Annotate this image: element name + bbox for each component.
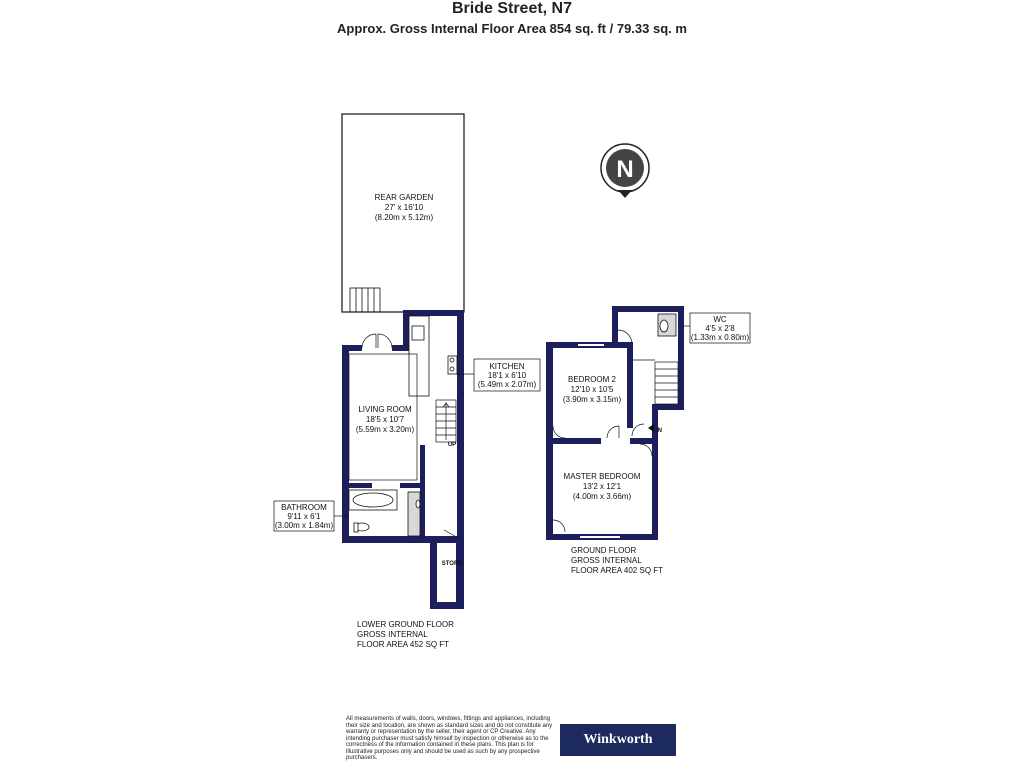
living-room-name: LIVING ROOM [358,405,412,414]
disclaimer-text: All measurements of walls, doors, windows, fittings and appliances, including their size and location, are shown as standard sizes and do not constitute any warranty or representation by the seller, their agent or CP Creative. Any intending purchaser must satisfy himself by inspection or otherwise as to the correctness of the information contained in these plans. This plan is for illustrative purposes only and should be used as such by any prospective purchasers. [346,716,553,761]
wc-fittings [658,314,676,336]
room-label-kitchen [457,359,540,391]
lower-ground-floor-area [357,620,454,649]
bathroom-imperial: 9'11 x 6'1 [287,512,321,521]
page-title: Bride Street, N7 [451,0,573,17]
rear-garden-metric: (8.20m x 5.12m) [374,213,434,222]
wc-metric: (1.33m x 0.80m) [690,333,750,342]
living-room-imperial: 18'5 x 10'7 [365,415,405,424]
ground-floor-stairs [633,360,678,404]
winkworth-logo: Winkworth [560,724,676,756]
ground-line1: GROUND FLOOR [571,546,637,555]
kitchen-imperial: 18'1 x 6'10 [487,371,527,380]
wc-imperial: 4'5 x 2'8 [705,324,735,333]
master-bedroom-imperial: 13'2 x 12'1 [582,482,622,491]
bathroom-fittings [349,490,420,536]
ground-floor-area [571,546,663,575]
lower-ground-line2: GROSS INTERNAL [357,630,428,639]
room-label-bedroom-2 [563,375,622,404]
bedroom-2-imperial: 12'10 x 10'5 [570,385,614,394]
kitchen-units [409,316,457,396]
ground-line2: GROSS INTERNAL [571,556,642,565]
store-label: STORE [441,561,463,567]
compass-icon [601,144,649,198]
lower-ground-floor-plan [342,114,464,609]
in-marker: IN [656,428,662,434]
ground-line3: FLOOR AREA 402 SQ FT [571,566,664,575]
entrance-arrow-icon [648,424,654,432]
room-label-wc [684,313,750,343]
page-subtitle: Approx. Gross Internal Floor Area 854 sq. ft / 79.33 sq. m [337,21,687,36]
master-bedroom-name: MASTER BEDROOM [563,472,641,481]
room-label-living-room [356,405,415,434]
kitchen-metric: (5.49m x 2.07m) [477,380,537,389]
rear-garden-name: REAR GARDEN [374,193,434,202]
wc-name: WC [713,315,727,324]
ground-floor-walls [546,306,684,540]
lower-ground-line1: LOWER GROUND FLOOR [357,620,454,629]
room-label-master-bedroom [564,472,641,501]
ground-floor-plan [546,306,684,540]
rear-garden-imperial: 27' x 16'10 [384,203,424,212]
bathroom-name: BATHROOM [281,503,327,512]
bedroom-2-name: BEDROOM 2 [567,375,617,384]
bedroom-2-metric: (3.90m x 3.15m) [562,395,622,404]
lower-ground-line3: FLOOR AREA 452 SQ FT [357,640,450,649]
french-doors [362,334,392,348]
bathroom-metric: (3.00m x 1.84m) [274,521,334,530]
up-marker: UP [447,442,457,448]
master-bedroom-metric: (4.00m x 3.66m) [572,492,632,501]
compass-letter: N [616,156,634,183]
living-room-metric: (5.59m x 3.20m) [355,425,415,434]
lower-ground-stairs [436,400,456,442]
room-label-bathroom [274,501,349,531]
kitchen-name: KITCHEN [489,362,525,371]
